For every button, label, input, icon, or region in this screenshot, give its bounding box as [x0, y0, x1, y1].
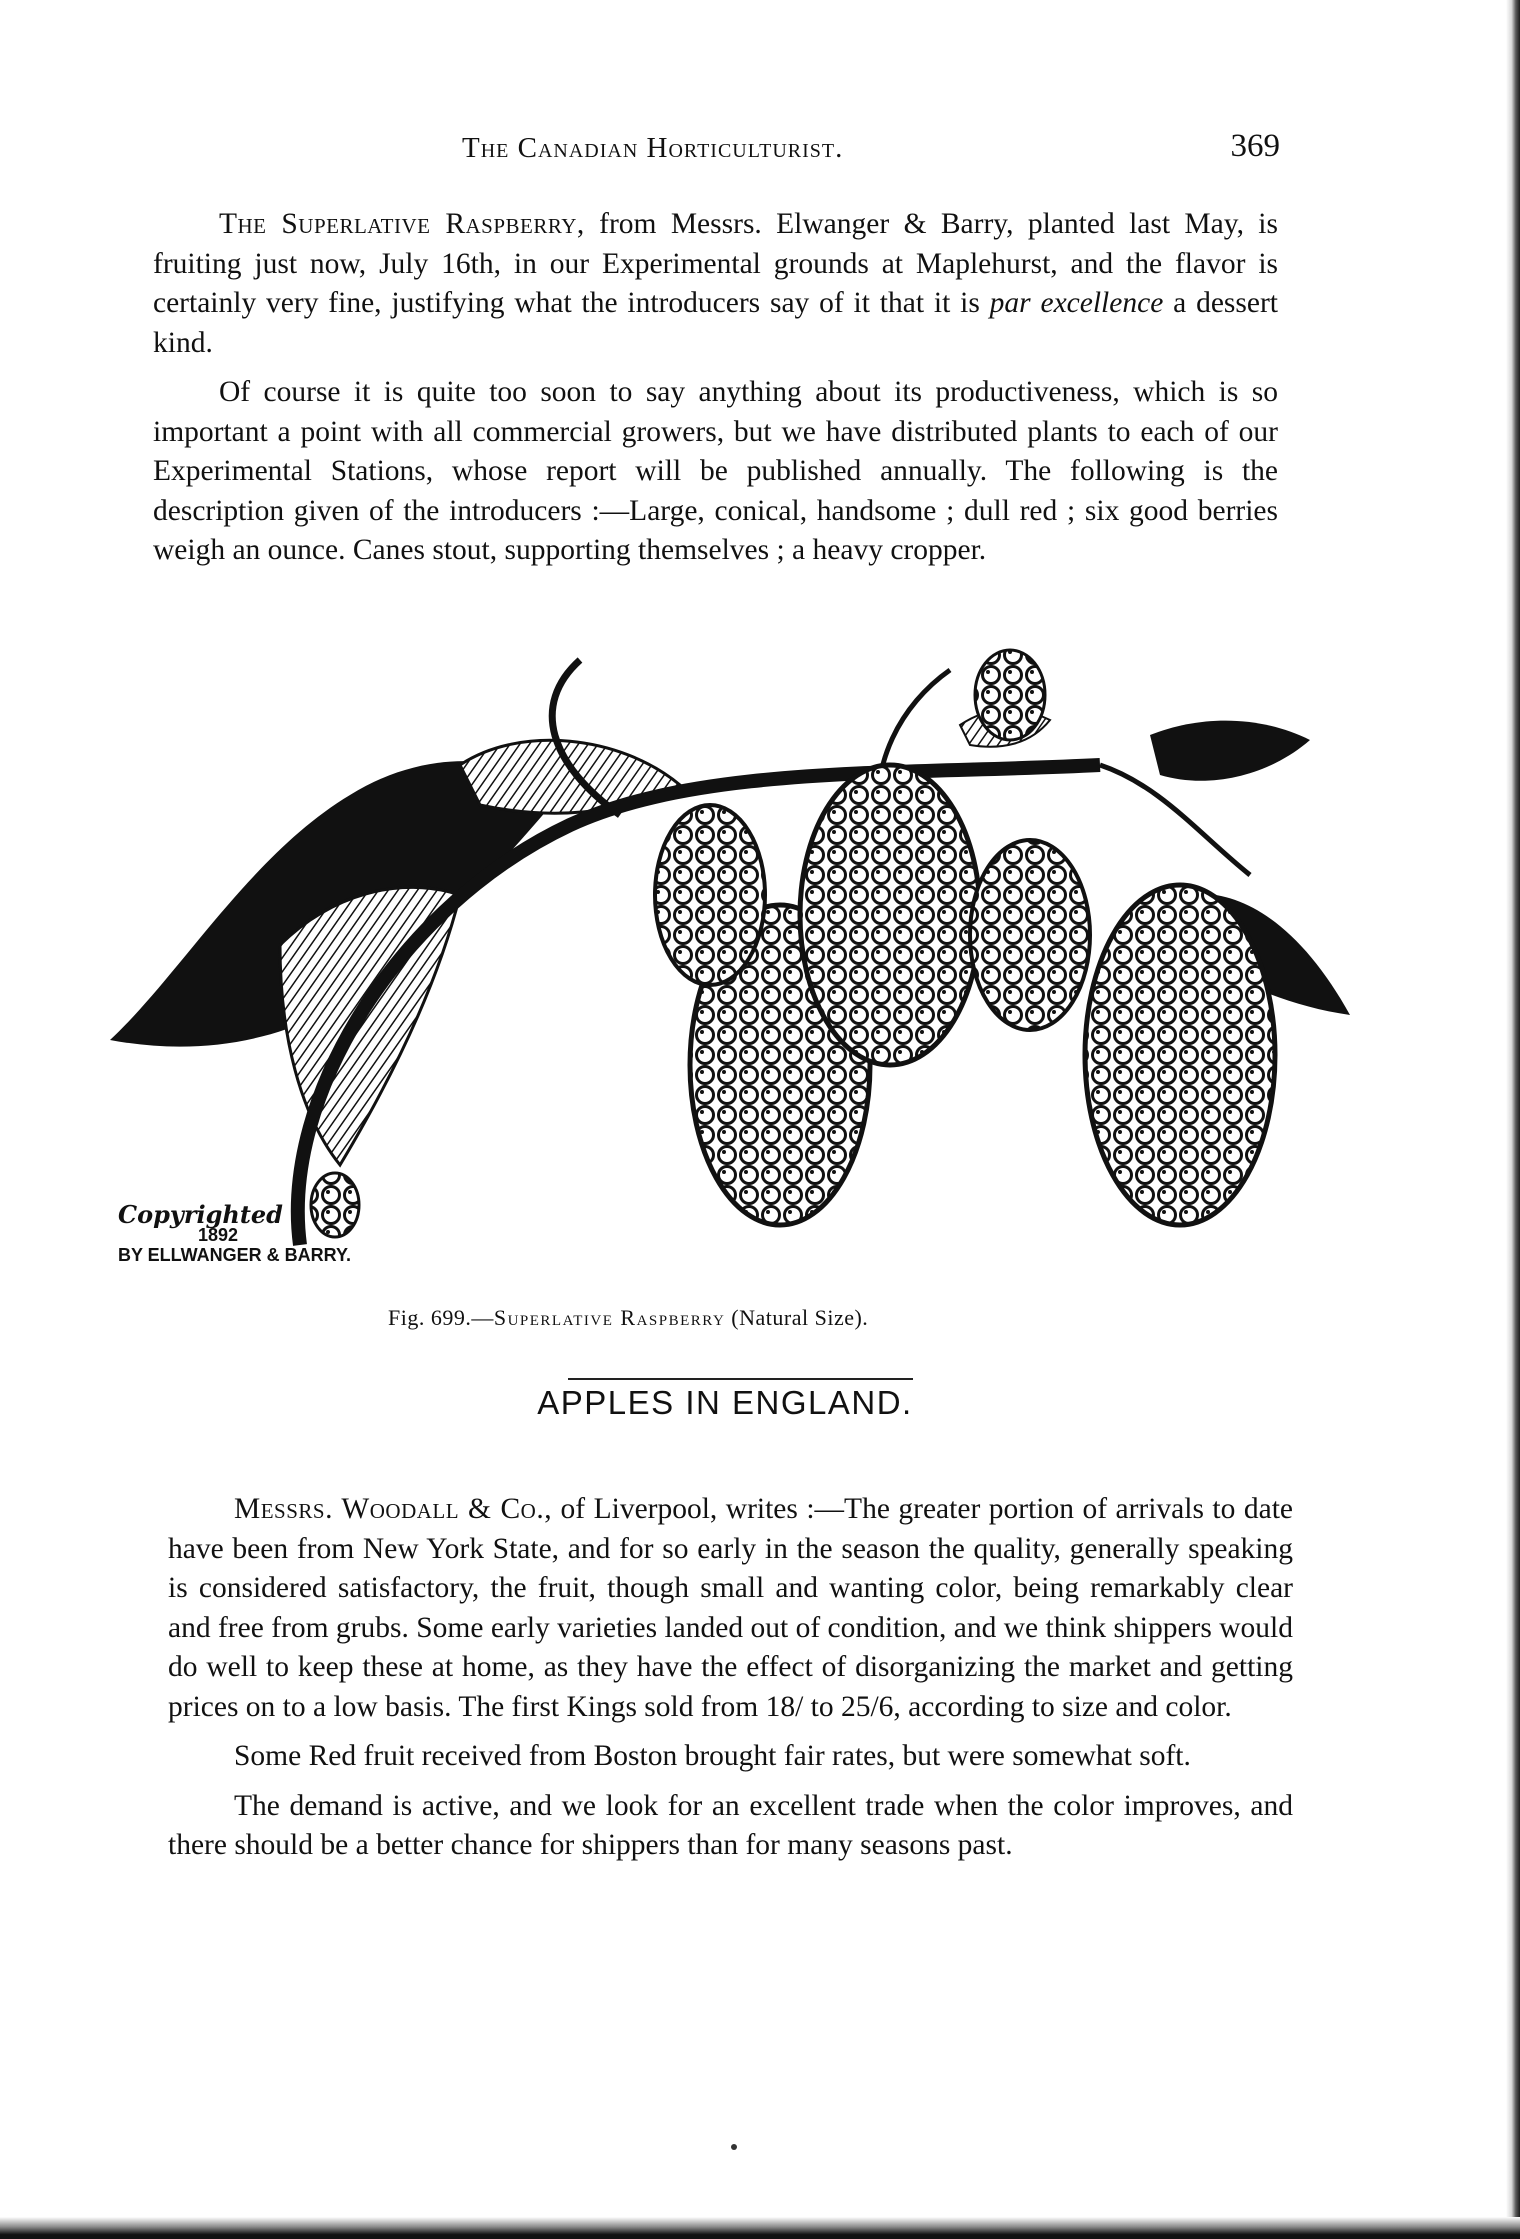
berry-right	[1085, 885, 1275, 1225]
apples-paragraph-2: Some Red fruit received from Boston brought fair rates, but were somewhat soft.	[234, 1740, 1191, 1772]
raspberry-p1-end: a dessert kind.	[153, 287, 1279, 359]
raspberry-paragraph-1	[153, 205, 1278, 363]
berry-middle-left	[655, 805, 765, 985]
copyright-mark	[118, 1200, 352, 1265]
apples-article	[168, 1490, 1293, 1876]
raspberry-lead: The Superlative Raspberry,	[219, 208, 585, 240]
berry-middle-right	[970, 840, 1090, 1030]
raspberry-illustration	[100, 645, 1360, 1295]
apples-paragraph-1	[168, 1490, 1293, 1727]
scan-edge-right	[1506, 0, 1520, 2239]
scan-edge-bottom	[0, 2217, 1520, 2239]
raspberry-paragraph-2: Of course it is quite too soon to say anything about its productiveness, which is so important a point with all commercial growers, but we have distributed plants to each of our Experimental Stations, whose report will be published annually. The following is the description given of the introducers :—Large, conical, handsome ; dull red ; six good berries weigh an ounce. Canes stout, supporting themselves ; a heavy cropper.	[153, 376, 1278, 566]
leaf-right-top	[1150, 721, 1310, 781]
copyright-line-2: 1892	[198, 1225, 239, 1245]
section-divider	[568, 1378, 913, 1380]
berry-large-upper	[800, 765, 980, 1065]
figure-caption	[388, 1305, 868, 1331]
section-heading: APPLES IN ENGLAND.	[537, 1384, 913, 1421]
copyright-line-1: Copyrighted	[118, 1200, 283, 1229]
copyright-line-3: BY ELLWANGER & BARRY.	[118, 1245, 352, 1265]
apples-lead: Messrs. Woodall & Co.,	[234, 1493, 553, 1525]
raspberry-article	[153, 205, 1278, 581]
caption-title: Superlative Raspberry	[493, 1305, 726, 1330]
caption-suffix: (Natural Size).	[725, 1305, 869, 1330]
berry-small-top	[975, 650, 1045, 740]
italic-phrase: par excellence	[989, 287, 1164, 319]
stem-right	[1100, 765, 1250, 875]
page-mark	[731, 2144, 737, 2150]
running-title: The Canadian Horticulturist.	[462, 132, 844, 164]
raspberry-p1-text: from Messrs. Elwanger & Barry, planted last May, is fruiting just now, July 16th, in our Experimental grounds at Maplehurst, and the flavor is certainly very fine, justifying what the introducers say of it that it is	[153, 208, 1278, 319]
apples-paragraph-3: The demand is active, and we look for an excellent trade when the color improves, and there should be a better chance for shippers than for many seasons past.	[168, 1789, 1293, 1861]
page-header	[150, 128, 1280, 182]
caption-prefix: Fig. 699.—	[388, 1305, 494, 1330]
apples-p1-text: of Liverpool, writes :—The greater portion of arrivals to date have been from New York State, and for so early in the season the quality, generally speaking is considered satisfactory, the fruit, though small and wanting color, being remarkably clear and free from grubs. Some early varieties landed out of condition, and we think shippers would do well to keep these at home, as they have the effect of disorganizing the market and getting prices on to a low basis. The first Kings sold from 18/ to 25/6, according to size and color.	[168, 1493, 1293, 1723]
page-number: 369	[1230, 128, 1280, 164]
